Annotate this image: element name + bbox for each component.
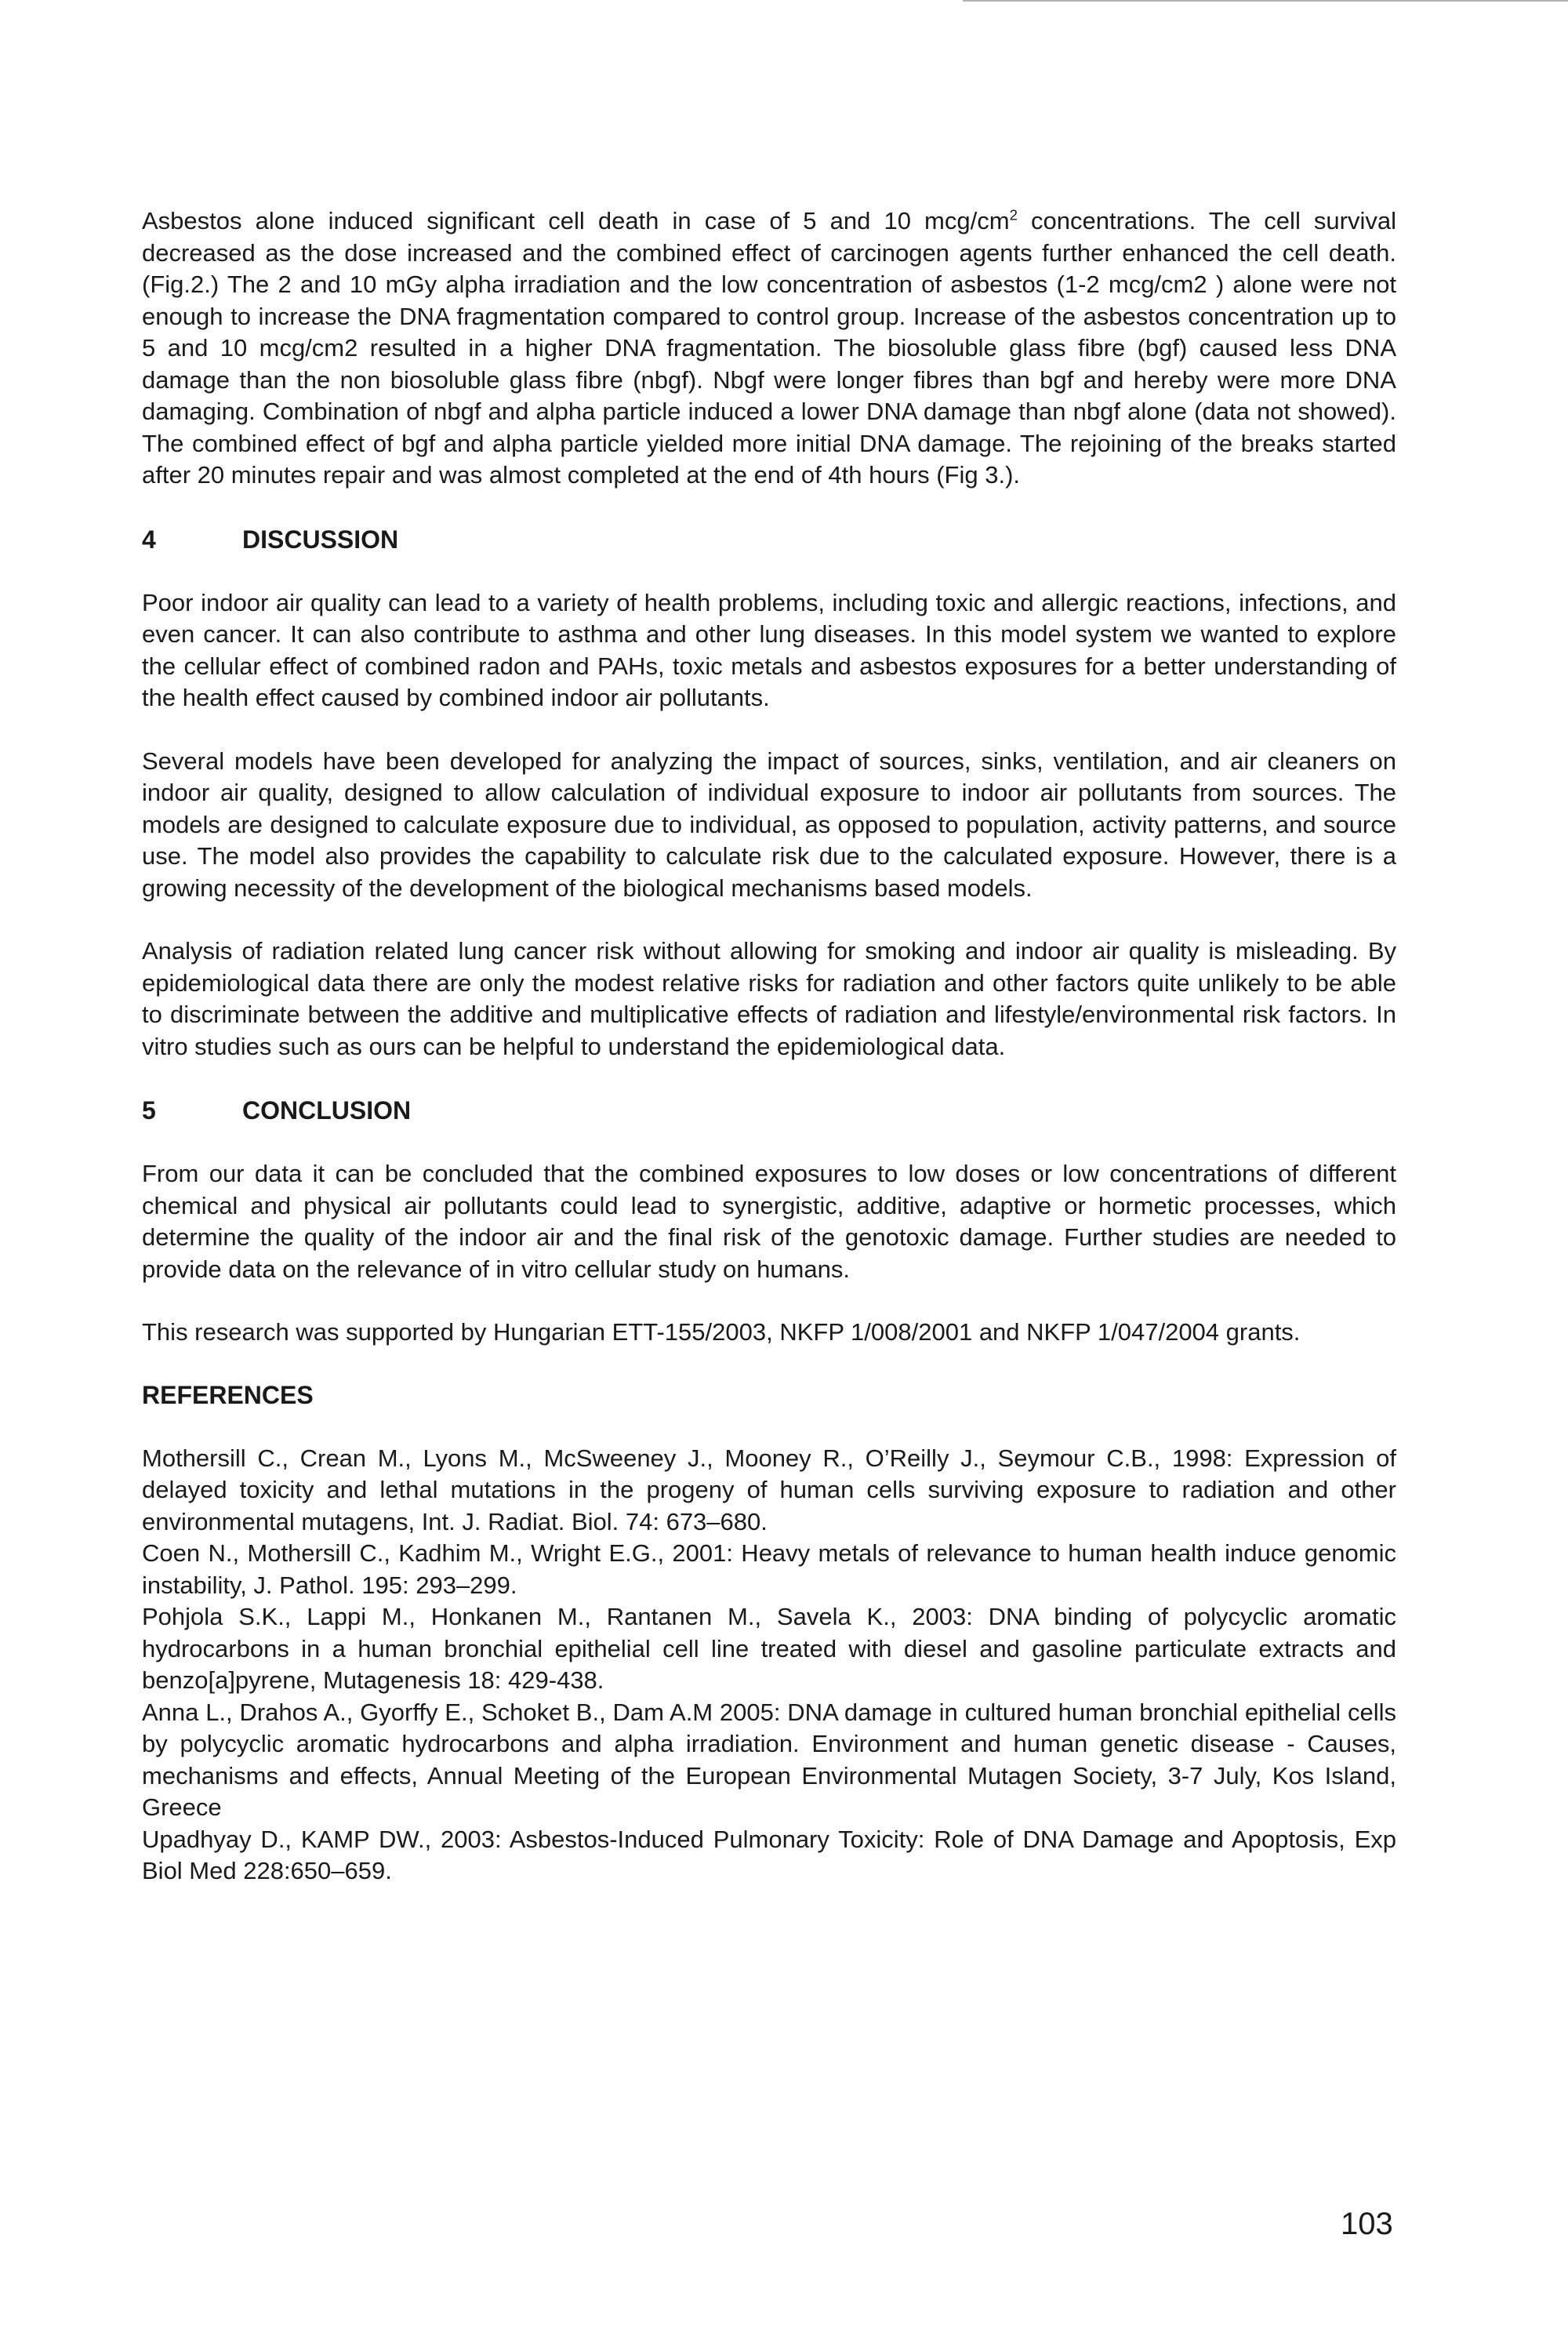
page-number: 103 (1341, 2207, 1393, 2241)
discussion-paragraph-2: Several models have been developed for analyzing the impact of sources, sinks, ventilation, and air cleaners on indoor air quality, designed to allow calculation of individual exposure to indoor air pollutants from sources. The models are designed to calculate exposure due to individual, as opposed to population, activity patterns, and source use. The model also provides the capability to calculate risk due to the calculated exposure. However, there is a growing necessity of the development of the biological mechanisms based models. (142, 747, 1396, 902)
reference-item: Mothersill C., Crean M., Lyons M., McSweeney J., Mooney R., O’Reilly J., Seymour C.B., 1998: Expression of delayed toxicity and lethal mutations in the progeny of human cells surviving exposure to radiation and other environmental mutagens, Int. J. Radiat. Biol. 74: 673–680. (142, 1444, 1396, 1535)
reference-item: Upadhyay D., KAMP DW., 2003: Asbestos-Induced Pulmonary Toxicity: Role of DNA Damage and Apoptosis, Exp Biol Med 228:650–659. (142, 1825, 1396, 1884)
results-text-part1: Asbestos alone induced significant cell death in case of 5 and 10 mcg/cm (142, 207, 1010, 234)
conclusion-title: CONCLUSION (242, 1096, 412, 1125)
discussion-paragraph-3: Analysis of radiation related lung cancer risk without allowing for smoking and indoor air quality is misleading. By epidemiological data there are only the modest relative risks for radiation and other factors quite unlikely to be able to discriminate between the additive and multiplicative effects of radiation and lifestyle/environmental risk factors. In vitro studies such as ours can be helpful to understand the epidemiological data. (142, 937, 1396, 1060)
discussion-paragraph-1: Poor indoor air quality can lead to a variety of health problems, including toxic and allergic reactions, infections, and even cancer. It can also contribute to asthma and other lung diseases. In this model system we wanted to explore the cellular effect of combined radon and PAHs, toxic metals and asbestos exposures for a better understanding of the health effect caused by combined indoor air pollutants. (142, 588, 1396, 711)
funding-paragraph: This research was supported by Hungarian ETT-155/2003, NKFP 1/008/2001 and NKFP 1/047/2004 grants. (142, 1318, 1301, 1346)
conclusion-paragraph-1: From our data it can be concluded that the combined exposures to low doses or low concentrations of different chemical and physical air pollutants could lead to synergistic, additive, adaptive or hormetic processes, which determine the quality of the indoor air and the final risk of the genotoxic damage. Further studies are needed to provide data on the relevance of in vitro cellular study on humans. (142, 1160, 1396, 1283)
reference-item: Pohjola S.K., Lappi M., Honkanen M., Rantanen M., Savela K., 2003: DNA binding of polycyclic aromatic hydrocarbons in a human bronchial epithelial cell line treated with diesel and gasoline particulate extracts and benzo[a]pyrene, Mutagenesis 18: 429-438. (142, 1603, 1396, 1694)
results-superscript: 2 (1009, 206, 1018, 223)
reference-item: Anna L., Drahos A., Gyorffy E., Schoket B., Dam A.M 2005: DNA damage in cultured human bronchial epithelial cells by polycyclic aromatic hydrocarbons and alpha irradiation. Environment and human genetic disease - Causes, mechanisms and effects, Annual Meeting of the European Environmental Mutagen Society, 3-7 July, Kos Island, Greece (142, 1698, 1396, 1821)
references-list (142, 1443, 1396, 1888)
results-text-part2: concentrations. The cell survival decreased as the dose increased and the combined effect of carcinogen agents further enhanced the cell death. (Fig.2.) The 2 and 10 mGy alpha irradiation and the low concentration of asbestos (1-2 mcg/cm2 ) alone were not enough to increase the DNA fragmentation compared to control group. Increase of the asbestos concentration up to 5 and 10 mcg/cm2 resulted in a higher DNA fragmentation. The biosoluble glass fibre (bgf) caused less DNA damage than the non biosoluble glass fibre (nbgf). Nbgf were longer fibres than bgf and hereby were more DNA damaging. Combination of nbgf and alpha particle induced a lower DNA damage than nbgf alone (data not showed). The combined effect of bgf and alpha particle yielded more initial DNA damage. The rejoining of the breaks started after 20 minutes repair and was almost completed at the end of 4th hours (Fig 3.). (142, 207, 1397, 489)
discussion-number: 4 (142, 525, 156, 554)
top-edge-rule (963, 0, 1568, 2)
discussion-heading (142, 523, 1396, 556)
conclusion-heading (142, 1094, 1396, 1127)
results-paragraph (142, 205, 1396, 492)
reference-item: Coen N., Mothersill C., Kadhim M., Wright E.G., 2001: Heavy metals of relevance to human health induce genomic instability, J. Pathol. 195: 293–299. (142, 1539, 1396, 1599)
page-body (142, 205, 1396, 1888)
conclusion-number: 5 (142, 1096, 156, 1125)
references-heading: REFERENCES (142, 1380, 314, 1409)
discussion-title: DISCUSSION (242, 525, 399, 554)
